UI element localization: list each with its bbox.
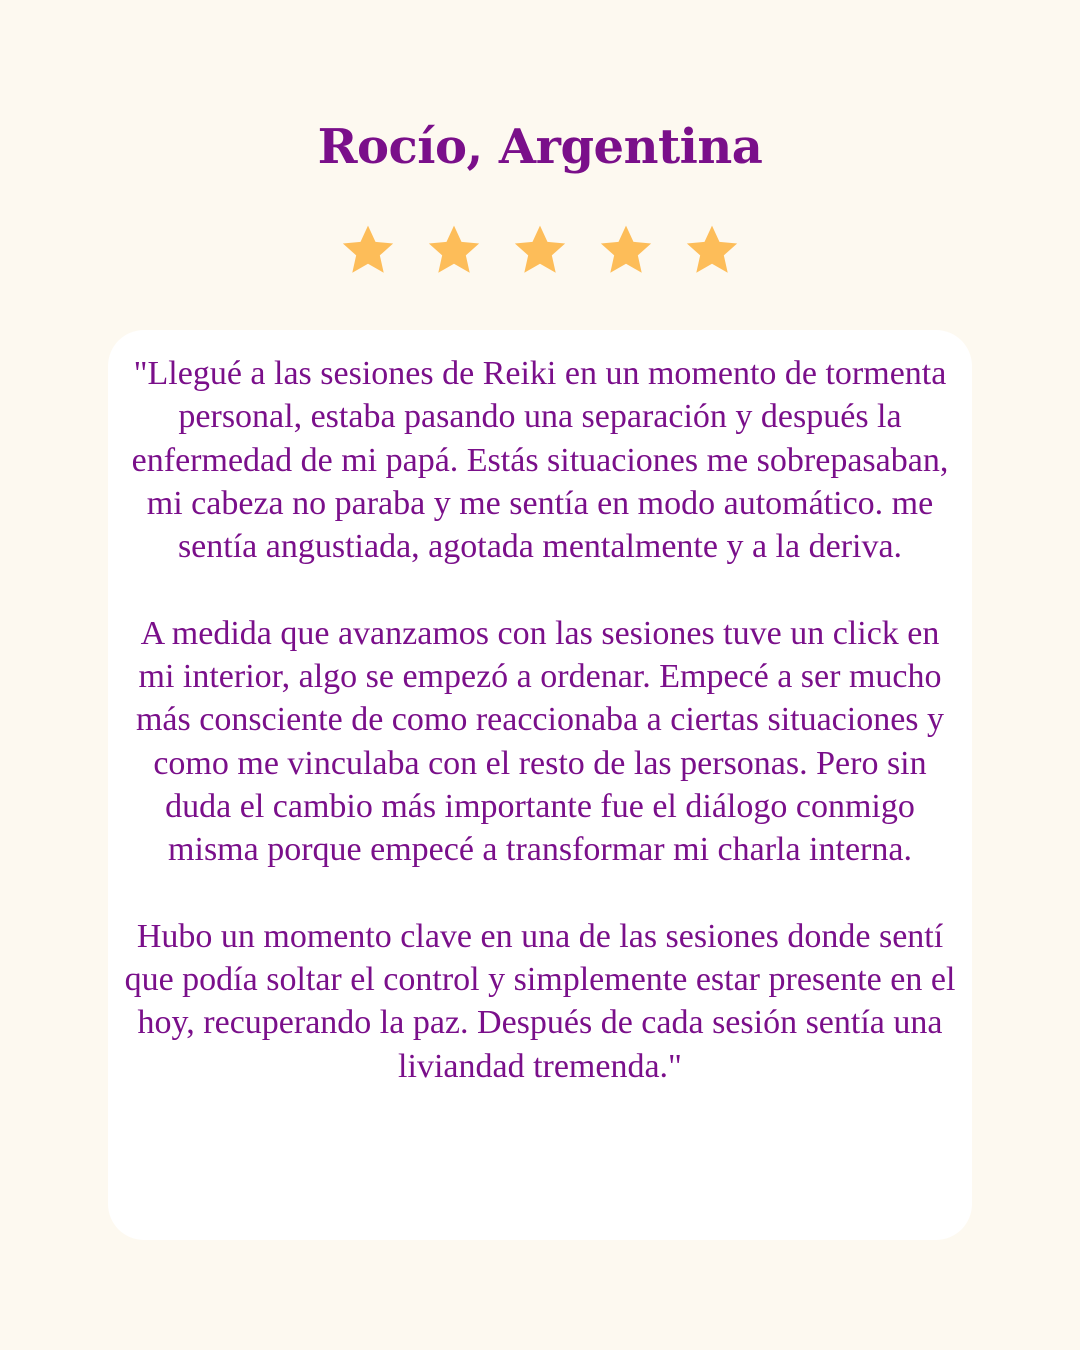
star-icon	[425, 222, 483, 280]
review-paragraph: A medida que avanzamos con las sesiones tuve un click en mi interior, algo se empezó a ordenar. Empecé a ser mucho más consciente de como reaccionaba a ciertas situaciones y como me vinculaba con el resto de las personas. Pero sin duda el cambio más importante fue el diálogo conmigo misma porque empecé a transformar mi charla interna.	[135, 614, 945, 869]
star-icon	[597, 222, 655, 280]
star-icon	[339, 222, 397, 280]
review-paragraph: "Llegué a las sesiones de Reiki en un momento de tormenta personal, estaba pasando una separación y después la enfermedad de mi papá. Estás situaciones me sobrepasaban, mi cabeza no paraba y me sentía en modo automático. me sentía angustiada, agotada mentalmente y a la deriva.	[131, 355, 949, 566]
star-icon	[683, 222, 741, 280]
reviewer-name: Rocío, Argentina	[317, 119, 763, 175]
star-rating	[0, 222, 1080, 280]
review-text	[120, 352, 960, 1088]
review-paragraph: Hubo un momento clave en una de las sesiones donde sentí que podía soltar el control y simplemente estar presente en el hoy, recuperando la paz. Después de cada sesión sentía una liviandad tremenda."	[124, 917, 956, 1085]
star-icon	[511, 222, 569, 280]
